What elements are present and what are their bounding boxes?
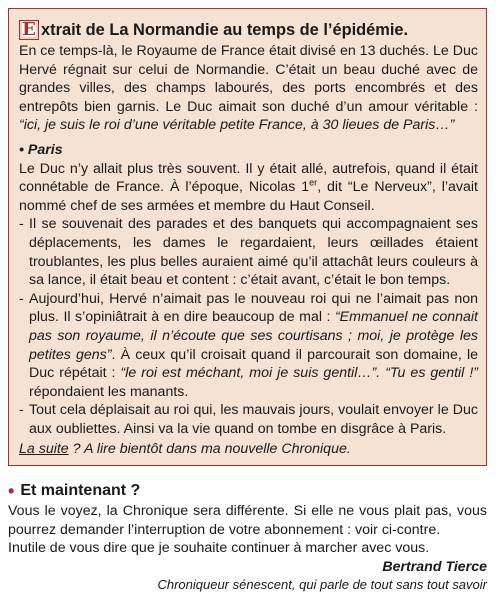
list-dash: - [19,402,24,419]
closing-paragraph: Vous le voyez, la Chronique sera différente. Si elle ne vous plait pas, vous pourrez demander l’interruption de votre abonnement : voir ci-contre. [8,503,487,538]
list-item [19,215,478,289]
intro-text: En ce temps-là, le Royaume de France était divisé en 13 duchés. Le Duc Hervé régnait sur celui de Normandie. C’était un beau duché avec de grandes villes, des champs labourés, des ports encombrés et des entrepôts bien garnis. Le Duc aimait son duché d’un amour véritable : [19,43,478,115]
paris-list [19,215,478,438]
paris-text-b: , dit “Le Nerveux”, l’avait nommé chef de ses armées et membre du Haut Conseil. [19,179,478,214]
intro-paragraph [19,42,478,135]
read-more-text: ? A lire bientôt dans ma nouvelle Chronique. [72,441,351,458]
dropcap-letter: E [19,20,39,40]
item2-text-c: répondaient les manants. [29,383,189,400]
extract-title: xtrait de La Normandie au temps de l’épidémie. [41,21,409,39]
extract-title-row [19,18,478,42]
extract-content [19,18,478,459]
item2-quote-2: “le roi est méchant, moi je suis gentil…”. “Tu es gentil !” [120,365,478,382]
list-dash: - [19,290,24,307]
paris-superscript: er [309,177,318,188]
list-dash: - [19,216,24,233]
extract-box [8,8,487,466]
intro-quote: “ici, je suis le roi d’une véritable petite France, à 30 lieues de Paris…” [19,117,455,134]
author-name: Bertrand Tierce [382,558,487,575]
closing-section [8,480,487,595]
item2-quote-1: “Emmanuel ne connait pas son royaume, il n’écoute que ses courtisans ; moi, je protège les petites gens” [29,309,478,363]
paris-text-a: Le Duc n’y allait plus très souvent. Il y était allé, autrefois, quand il était connétable de France. À l’époque, Nicolas 1 [19,160,478,196]
closing-paragraph-2: Inutile de vous dire que je souhaite continuer à marcher avec vous. [8,540,430,557]
bullet-dot-icon: • [8,480,15,501]
item2-text-a: Aujourd’hui, Hervé n’aimait pas le nouveau roi qui ne l’aimait pas non plus. Il s’opiniâtrait à en dire beaucoup de mal : [29,290,478,326]
list-item [19,401,478,438]
read-more-link[interactable]: La suite [19,441,69,458]
item2-text-b: . À ceux qu’il croisait quand il parcourait son domaine, le Duc répétait : [29,346,479,382]
read-more-line [19,440,478,459]
paris-paragraph [19,160,478,216]
item3-text: Tout cela déplaisait au roi qui, les mauvais jours, voulait envoyer le Duc aux oubliettes. Ainsi va la vie quand on tombe en disgrâce à Paris. [29,402,478,437]
section-heading-paris: • Paris [19,141,63,158]
closing-title: Et maintenant ? [20,481,141,499]
closing-heading [8,480,487,502]
list-item [19,290,478,402]
author-description: Chroniqueur sénescent, qui parle de tout sans tout savoir [157,577,487,593]
item1-text: Il se souvenait des parades et des banquets qui accompagnaient ses déplacements, les dames le regardaient, leurs œillades étaient troublantes, les plus belles auraient aimé qu’il attachât leurs couleurs à sa lance, il était beau et content : c’était avant, c’était le bon temps. [29,216,478,289]
